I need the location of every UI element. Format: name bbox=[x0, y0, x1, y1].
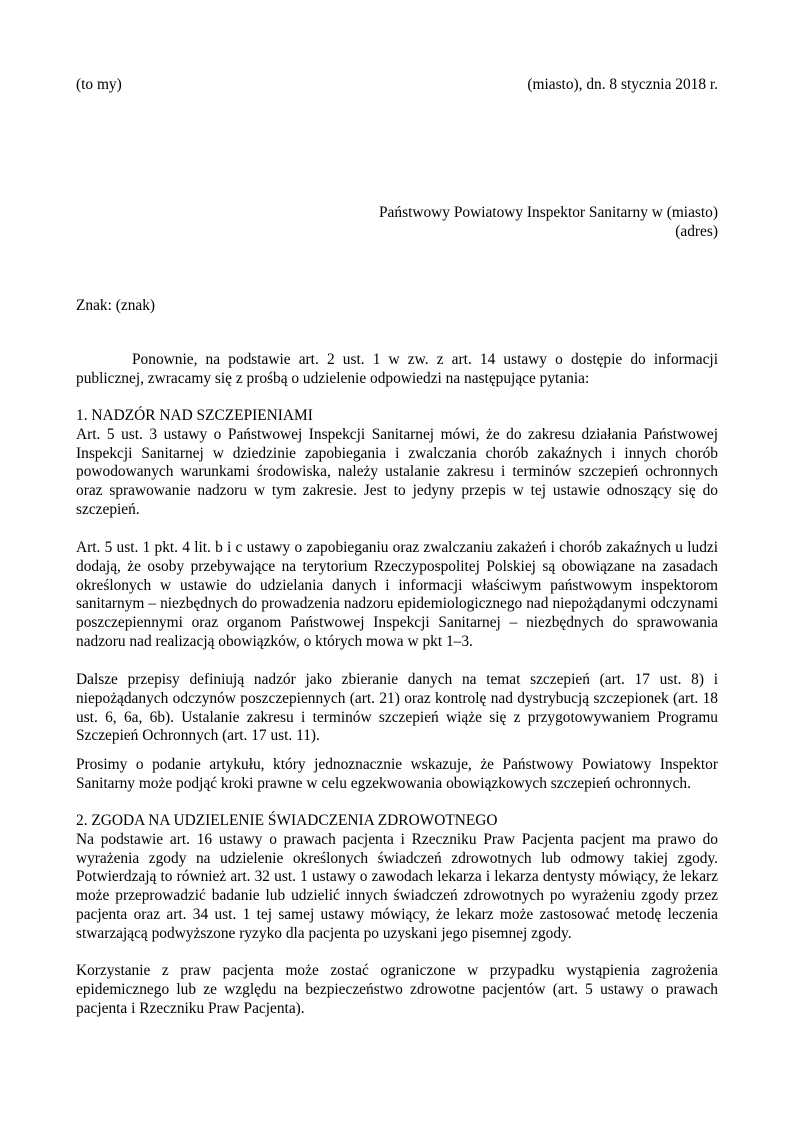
reference-sign: Znak: (znak) bbox=[76, 297, 156, 314]
section-heading: 1. NADZÓR NAD SZCZEPIENIAMI bbox=[76, 407, 313, 424]
place-and-date: (miasto), dn. 8 stycznia 2018 r. bbox=[527, 76, 718, 93]
intro-paragraph: Ponownie, na podstawie art. 2 ust. 1 w zw. z art. 14 ustawy o dostępie do informacji publicznej, zwracamy się z prośbą o udzielenie odpowiedzi na następujące pytania: bbox=[76, 351, 718, 387]
section-heading: 2. ZGODA NA UDZIELENIE ŚWIADCZENIA ZDROWOTNEGO bbox=[76, 812, 498, 829]
recipient-block bbox=[218, 204, 718, 242]
sender: (to my) bbox=[76, 76, 122, 93]
recipient-name: Państwowy Powiatowy Inspektor Sanitarny w (miasto) bbox=[379, 204, 718, 221]
section-paragraph: Na podstawie art. 16 ustawy o prawach pacjenta i Rzeczniku Praw Pacjenta pacjent ma prawo do wyrażenia zgody na udzielenie określonych świadczeń zdrowotnych lub odmowy takiej zgody. Potwierdzają to również art. 32 ust. 1 ustawy o zawodach lekarza i lekarza dentysty mówiący, że lekarz może przeprowadzić badanie lub udzielić innych świadczeń zdrowotnych po wyrażeniu zgody przez pacjenta oraz art. 34 ust. 1 tej samej ustawy mówiący, że lekarz może zastosować metodę leczenia stwarzającą podwyższone ryzyko dla pacjenta po uzyskani jego pisemnej zgody. bbox=[76, 830, 718, 942]
section-paragraph: Prosimy o podanie artykułu, który jednoznacznie wskazuje, że Państwowy Powiatowy Inspektor Sanitarny może podjąć kroki prawne w celu egzekwowania obowiązkowych szczepień ochronnych. bbox=[76, 756, 718, 792]
section-2 bbox=[76, 812, 718, 944]
section-paragraph: Korzystanie z praw pacjenta może zostać ograniczone w przypadku wystąpienia zagrożenia epidemicznego lub ze względu na bezpieczeństwo zdrowotne pacjentów (art. 5 ustawy o prawach pacjenta i Rzeczniku Praw Pacjenta). bbox=[76, 962, 718, 1017]
section-1 bbox=[76, 407, 718, 520]
section-paragraph: Dalsze przepisy definiują nadzór jako zbieranie danych na temat szczepień (art. 17 ust. 8) i niepożądanych odczynów poszczepiennych (art. 21) oraz kontrolę nad dystrybucją szczepionek (art. 18 ust. 6, 6a, 6b). Ustalanie zakresu i terminów szczepień wiąże się z przygotowywaniem Programu Szczepień Ochronnych (art. 17 ust. 11). bbox=[76, 671, 718, 745]
section-paragraph: Art. 5 ust. 3 ustawy o Państwowej Inspekcji Sanitarnej mówi, że do zakresu działania Państwowej Inspekcji Sanitarnej w dziedzinie zapobiegania i zwalczania chorób zakaźnych i innych chorób powodowanych warunkami środowiska, należy ustalanie zakresu i terminów szczepień ochronnych oraz sprawowanie nadzoru w tym zakresie. Jest to jedyny przepis w tej ustawie odnoszący się do szczepień. bbox=[76, 425, 718, 518]
section-paragraph: Art. 5 ust. 1 pkt. 4 lit. b i c ustawy o zapobieganiu oraz zwalczaniu zakażeń i chorób zakaźnych u ludzi dodają, że osoby przebywające na terytorium Rzeczypospolitej Polskiej są obowiązane na zasadach określonych w ustawie do udzielania danych i informacji właściwym państwowym inspektorom sanitarnym – niezbędnych do prowadzenia nadzoru epidemiologicznego nad niepożądanymi odczynami poszczepiennymi oraz organom Państwowej Inspekcji Sanitarnej – niezbędnych do sprawowania nadzoru nad realizacją obowiązków, o których mowa w pkt 1–3. bbox=[76, 539, 718, 650]
recipient-address: (adres) bbox=[675, 222, 718, 240]
